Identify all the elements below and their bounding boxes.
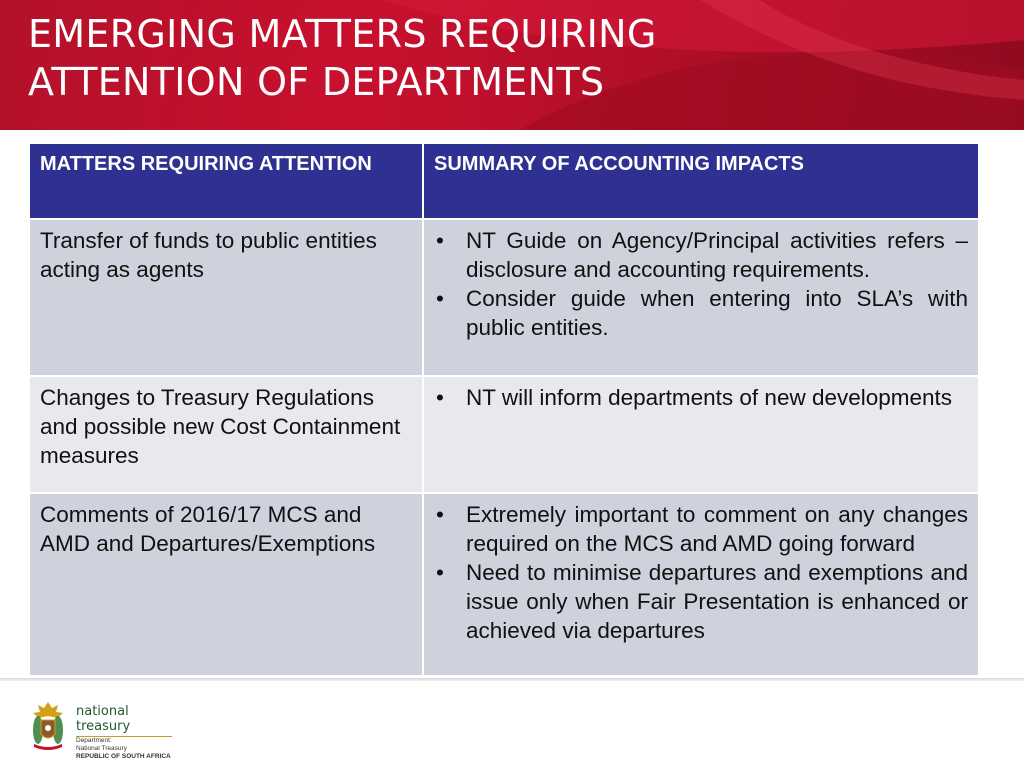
- page-title-line-2: ATTENTION OF DEPARTMENTS: [28, 60, 605, 104]
- impacts-cell: [423, 493, 979, 676]
- bullet-icon: •: [436, 286, 444, 311]
- brand-country: REPUBLIC OF SOUTH AFRICA: [76, 753, 171, 760]
- impact-text: NT will inform departments of new developments: [466, 385, 953, 410]
- table-row: [29, 376, 979, 493]
- impacts-cell: [423, 219, 979, 376]
- impacts-list: [434, 383, 968, 412]
- table-header-row: [29, 143, 979, 219]
- impact-text: NT Guide on Agency/Principal activities refers – disclosure and accounting requirements.: [466, 228, 968, 282]
- matter-cell: Changes to Treasury Regulations and possible new Cost Containment measures: [29, 376, 423, 493]
- brand-name: national treasury: [76, 704, 172, 737]
- bullet-icon: •: [436, 560, 444, 585]
- column-header-impacts: SUMMARY OF ACCOUNTING IMPACTS: [423, 143, 979, 219]
- impact-text: Need to minimise departures and exemptions and issue only when Fair Presentation is enhanced or achieved via departures: [466, 560, 968, 643]
- list-item: [434, 284, 968, 342]
- table-row: [29, 493, 979, 676]
- page-title: [28, 10, 657, 106]
- coat-of-arms-icon: [28, 700, 68, 752]
- impact-text: Consider guide when entering into SLA’s with public entities.: [466, 286, 968, 340]
- brand-department-label: Department:: [76, 737, 112, 744]
- impacts-cell: [423, 376, 979, 493]
- impacts-list: [434, 226, 968, 342]
- bullet-icon: •: [436, 385, 444, 410]
- column-header-matters: MATTERS REQUIRING ATTENTION: [29, 143, 423, 219]
- bullet-icon: •: [436, 502, 444, 527]
- national-treasury-logo: [76, 704, 172, 761]
- list-item: [434, 500, 968, 558]
- table-row: [29, 219, 979, 376]
- impact-text: Extremely important to comment on any changes required on the MCS and AMD going forward: [466, 502, 968, 556]
- bullet-icon: •: [436, 228, 444, 253]
- matter-cell: Comments of 2016/17 MCS and AMD and Departures/Exemptions: [29, 493, 423, 676]
- brand-department-name: National Treasury: [76, 745, 127, 752]
- list-item: [434, 558, 968, 645]
- footer-divider: [0, 678, 1024, 681]
- list-item: [434, 383, 968, 412]
- matter-cell: Transfer of funds to public entities acting as agents: [29, 219, 423, 376]
- title-banner: [0, 0, 1024, 130]
- matters-table: [28, 142, 980, 677]
- impacts-list: [434, 500, 968, 645]
- page-title-line-1: EMERGING MATTERS REQUIRING: [28, 12, 657, 56]
- list-item: [434, 226, 968, 284]
